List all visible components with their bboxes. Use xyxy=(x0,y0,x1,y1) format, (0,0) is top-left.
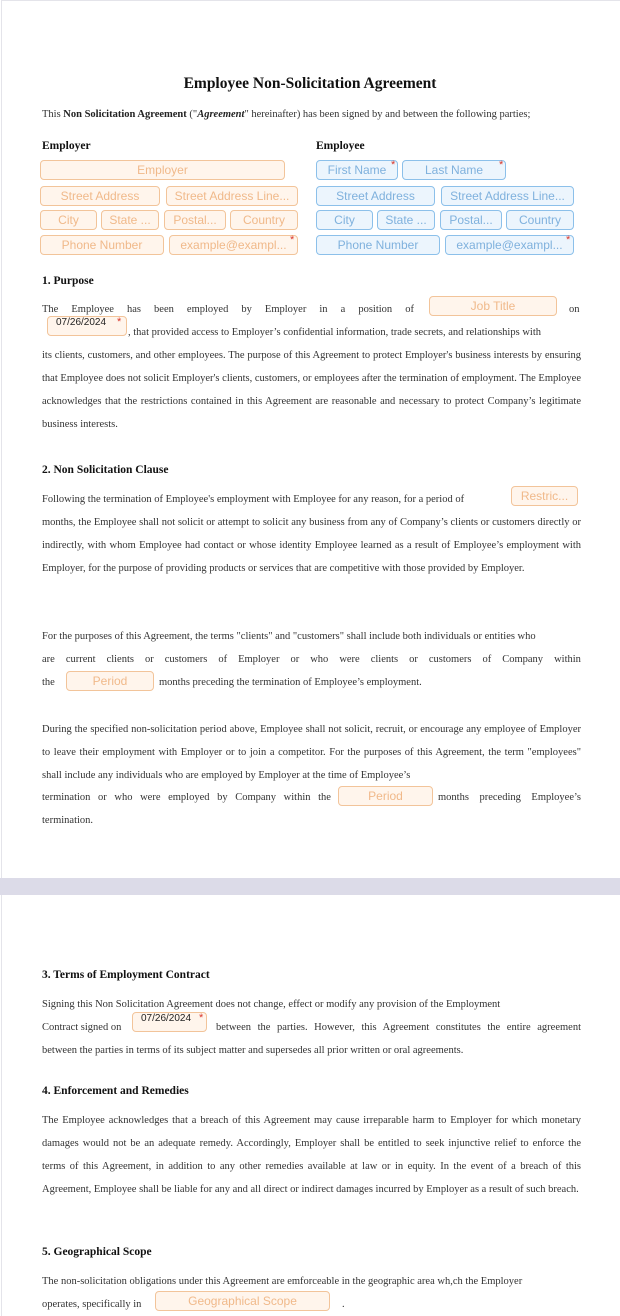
employee-postal-input[interactable]: Postal... xyxy=(440,210,502,230)
employer-street2-input[interactable]: Street Address Line... xyxy=(166,186,298,206)
restriction-period-input[interactable]: Restric... xyxy=(511,486,578,506)
period-input-2[interactable]: Period xyxy=(338,786,433,806)
employee-state-input[interactable]: State ... xyxy=(377,210,435,230)
employee-last-name-input[interactable]: Last Name xyxy=(402,160,506,180)
section-1-body: its clients, customers, and other employees. The purpose of this Agreement to protect Employer's business interests by ensuring that Employee does not solicit Employer's clients, customers, or employees after the termination of employment. The Employee acknowledges that the restrictions contained in this Agreement are reasonable and necessary to protect Company’s legitimate business interests. xyxy=(42,350,581,430)
employee-label: Employee xyxy=(316,140,365,152)
employee-email-input[interactable]: example@exampl... xyxy=(445,235,574,255)
required-asterisk: * xyxy=(499,159,504,171)
intro-text: This Non Solicitation Agreement ("Agreement" hereinafter) has been signed by and between the following parties; xyxy=(42,109,531,120)
employer-email-input[interactable]: example@exampl... xyxy=(169,235,298,255)
employee-phone-input[interactable]: Phone Number xyxy=(316,235,440,255)
section-1-heading: 1. Purpose xyxy=(42,275,94,287)
employee-first-name-input[interactable]: First Name xyxy=(316,160,398,180)
section-4-heading: 4. Enforcement and Remedies xyxy=(42,1085,189,1097)
geographical-scope-input[interactable]: Geographical Scope xyxy=(155,1291,330,1311)
employer-phone-input[interactable]: Phone Number xyxy=(40,235,164,255)
section-2-heading: 2. Non Solicitation Clause xyxy=(42,464,169,476)
section-1-line-2: , that provided access to Employer’s confidential information, trade secrets, and relationships with xyxy=(128,327,541,338)
employer-city-input[interactable]: City xyxy=(40,210,97,230)
section-3-line-2-lead: Contract signed on xyxy=(42,1022,122,1033)
required-asterisk: * xyxy=(199,1012,204,1024)
section-2-p3-last: termination. xyxy=(42,815,94,826)
employer-state-input[interactable]: State ... xyxy=(101,210,159,230)
section-2-p2-line-1: For the purposes of this Agreement, the terms "clients" and "customers" shall include both individuals or entities who xyxy=(42,631,536,642)
required-asterisk: * xyxy=(290,234,295,246)
section-3-line-1: Signing this Non Solicitation Agreement does not change, effect or modify any provision of the Employment xyxy=(42,999,501,1010)
required-asterisk: * xyxy=(391,159,396,171)
employee-street2-input[interactable]: Street Address Line... xyxy=(441,186,574,206)
period-input-1[interactable]: Period xyxy=(66,671,154,691)
section-4-body: The Employee acknowledges that a breach of this Agreement may cause irreparable harm to Employer for which monetary damages would not be an adequate remedy. Accordingly, Employer shall be entitled to seek injunctive relief to enforce the terms of this Agreement, in addition to any other remedies available at law or in equity. In the event of a breach of this Agreement, Employee shall be liable for any and all direct or indirect damages incurred by Employer as a result of such breach. xyxy=(42,1115,581,1195)
section-5-line-1: The non-solicitation obligations under this Agreement are emforceable in the geographic area wh,ch the Employer xyxy=(42,1276,523,1287)
employer-label: Employer xyxy=(42,140,91,152)
document-title: Employee Non-Solicitation Agreement xyxy=(183,75,437,92)
section-5-heading: 5. Geographical Scope xyxy=(42,1246,152,1258)
employer-name-input[interactable]: Employer xyxy=(40,160,285,180)
employee-country-input[interactable]: Country xyxy=(506,210,574,230)
section-2-p1-lead: Following the termination of Employee's employment with Employee for any reason, for a period of xyxy=(42,494,465,505)
section-3-line-2-tail: between the parties. However, this Agreement constitutes the entire agreement xyxy=(216,1022,581,1033)
employer-country-input[interactable]: Country xyxy=(230,210,298,230)
required-asterisk: * xyxy=(117,316,122,328)
section-1-line-1: The Employee has been employed by Employer in a position of xyxy=(42,304,414,315)
employee-street-input[interactable]: Street Address xyxy=(316,186,435,206)
section-2-p3-tail: months preceding Employee’s xyxy=(438,792,581,803)
section-2-p3-lead: termination or who were employed by Company within the xyxy=(42,792,331,803)
section-3-heading: 3. Terms of Employment Contract xyxy=(42,969,210,981)
start-date-input[interactable]: 07/26/2024 xyxy=(47,316,127,336)
employee-city-input[interactable]: City xyxy=(316,210,373,230)
section-5-line-2-lead: operates, specifically in xyxy=(42,1299,142,1310)
page-separator xyxy=(0,878,620,895)
on-text: on xyxy=(569,304,580,315)
section-2-p2-tail: months preceding the termination of Employee’s employment. xyxy=(159,677,422,688)
job-title-input[interactable]: Job Title xyxy=(429,296,557,316)
employer-postal-input[interactable]: Postal... xyxy=(164,210,226,230)
required-asterisk: * xyxy=(566,234,571,246)
employer-street-input[interactable]: Street Address xyxy=(40,186,160,206)
section-2-p2-the: the xyxy=(42,677,55,688)
section-5-line-2-end: . xyxy=(342,1299,345,1310)
contract-date-input[interactable]: 07/26/2024 xyxy=(132,1012,207,1032)
section-3-line-3: between the parties in terms of its subject matter and supersedes all prior written or oral agreements. xyxy=(42,1045,464,1056)
section-2-p2-line-2: are current clients or customers of Employer or who were clients or customers of Company within xyxy=(42,654,581,665)
section-2-p1-body: months, the Employee shall not solicit or attempt to solicit any business from any of Company’s clients or customers directly or indirectly, with whom Employee had contact or whose identity Employee learned as a result of Employee’s employment with Employer, for the purpose of providing products or services that are competitive with those provided by Employer. xyxy=(42,517,581,574)
section-2-p3-body: During the specified non-solicitation period above, Employee shall not solicit, recruit, or encourage any employee of Employer to leave their employment with Employer or to join a competitor. For the purposes of this Agreement, the term "employees" shall include any individuals who are employed by Employer at the time of Employee’s xyxy=(42,724,581,781)
